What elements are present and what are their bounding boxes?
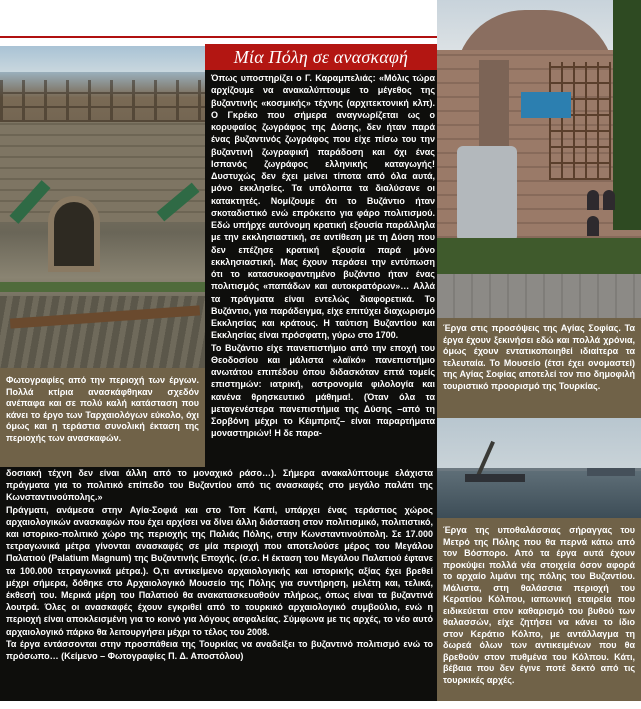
hagia-sophia-facade-photo (437, 0, 641, 318)
caption-excavation-photo: Φωτογραφίες από την περιοχή των έργων. Πολλά κτίρια ανασκάφθηκαν σχεδόν ανέπαφα και σε πολύ καλή κατάσταση που κάνει το έργο των Ταρχαιολόγων εύκολο, όχι όμως και η τεράστια συνολική έκταση της περιοχής των ανασκαφών. (0, 368, 205, 467)
caption-bosphorus-photo: Έργα της υποθαλάσσιας σήραγγας του Μετρό της Πόλης που θα περνά κάτω από τον Βόσπορο. Από τα έργα αυτά έχουν προκύψει πολλά νέα στοιχεία όσον αφορά το αρχαίο λιμάνι της πόλης του Βυζαντίου. Μάλιστα, στη θαλάσσια περιοχή του Κερατίου Κόλπου, ιαπωνική εταιρεία που ειδικεύεται στον καθαρισμό του βυθού των θαλασσών, είχε ζητήσει να κάνει το ίδιο στον Κεράτιο Κόλπο, με αντάλλαγμα τη δωρεά όλων των αντικειμένων που θα βρεθούν στον πυθμένα του Κόλπου. Κάτι, βέβαια που δεν έγινε ποτέ δεκτό από τις τουρκικές αρχές. (437, 518, 641, 701)
body-paragraph-1: Όπως υποστηρίζει ο Γ. Καραμπελιάς: «Μόλις τώρα αρχίζουμε να ανακαλύπτουμε το μέγεθος της βυζαντινής «κοσμικής» τέχνης (αρχιτεκτονική κλπ). Ο Γκρέκο που σήμερα αναγνωρίζεται ως ο κορυφαίος ζωγράφος της Δύσης, δεν ήταν παρά ένας βυζαντινός ζωγράφος που είχε πίσω του την βυζαντινή ζωγραφική παράδοση και όχι ένας Ισπανός ζωγράφος ελληνικής καταγωγής! Δυστυχώς δεν έχει μείνει τίποτα από όλα αυτά, μόνο εκκλησίες. Τα υπόλοιπα τα διαλύσανε οι κατακτητές. Νομίζουμε ότι το Βυζάντιο ήταν σκοταδιστικό ενώ επρόκειτο για φάρο πολιτισμού. Εδώ υπήρχε αυτόνομη κρατική εξουσία παράλληλα με την εκκλησιαστική, σε αντίθεση με τη Δύση που δεν επέζησε κρατική εξουσία παρά μόνο εκκλησιαστική. Μας έχουν περάσει την εντύπωση ότι το κατασυκοφαντημένο βυζάντιο ήταν ένας πολιτισμός «παπάδων και αυτοκρατόρων»… Αλλά τα πράγματα είναι εντελώς διαφορετικά. Το Βυζάντιο, για παράδειγμα, είχε επιτύχει διαχωρισμό Εκκλησίας και κράτους. Η ταύτιση Βυζαντίου και Εκκλησίας είναι πρόσφατη, γύρω στο 1700. (211, 73, 435, 341)
article-lower-text (0, 467, 437, 701)
article-body-column (207, 72, 437, 500)
article-title: Μία Πόλη σε ανασκαφή (205, 44, 437, 70)
bottom-margin (0, 701, 641, 709)
bosphorus-works-photo (437, 418, 641, 518)
body-paragraph-2: Το Βυζάντιο είχε πανεπιστήμιο από την εποχή του Θεοδοσίου και μάλιστα «λαϊκό» πανεπιστήμιο ανωτάτου επιπέδου όπου διδασκόταν επτά τομείς επιστημών: ιατρική, αστρονομία φιλολογία και κανένα θρησκευτικό μάθημα!. (Όταν όλα τα μεταγενέστερα πανεπιστήμια της Δύσης –από τη Σορβόνη μέχρι το Κέιμπριτζ– είναι παραρτήματα μοναστηριών! Η δε παρα- (211, 342, 435, 439)
excavation-site-photo (0, 46, 205, 368)
body-paragraph-5: Τα έργα εντάσσονται στην προσπάθεια της Τουρκίας να αναδείξει το βυζαντινό πολιτισμό ενώ το πρόσωπο… (Κείμενο – Φωτογραφίες Π. Δ. Αποστόλου) (6, 638, 433, 662)
body-paragraph-4: Πράγματι, ανάμεσα στην Αγία-Σοφιά και στο Τοπ Καπί, υπάρχει ένας τεράστιος χώρος αρχαιολογικών ανασκαφών που έχει αρχίσει να δίνει άλλη διάσταση στον πολιτισμικό, πολιτιστικό, και ιστορικο-πολιτικό χώρο της περιοχής της Παλιάς Πόλης, στην Κωνσταντινούπολη. Σε 17.000 τετραγωνικά μέτρα γίνονται ανασκαφές σε μία περιοχή που αποτελούσε μέρος του Μεγάλου Παλατιού (Palatium Magnum) της Βυζαντινής Εποχής. (σ.σ. Η έκταση του Μεγάλου Παλατιού έφτανε τα 100.000 τετραγωνικά μέτρα.). Ο,τι αντικείμενο αρχαιολογικής και ιστορικής αξίας έχει βρεθεί μέχρι σήμερα, δόθηκε στο Αρχαιολογικό Μουσείο της Πόλης για συντήρηση, μελέτη και, τελικά, έκθεσή του. Μερικά μέρη του Παλατιού θα ανακατασκευαθούν πλήρως, όπως είναι τα βυζαντινά λουτρά. Όλες οι ανασκαφές έχουν εγκριθεί από το τουρκικό αρχαιολογικό συμβούλιο, ενώ η περιοχή είναι αποκλεισμένη για το κοινό για λόγους ασφαλείας. Σύμφωνα με τις αρχές, το νέο αυτό αρχαιολογικό πάρκο θα λειτουργήσει μέχρι το τέλος του 2008. (6, 504, 433, 637)
body-paragraph-3: δοσιακή τέχνη δεν είναι άλλη από το μοναχικό ράσο…). Σήμερα ανακαλύπτουμε ελάχιστα πράγματα για το πολιτικό επίπεδο του Βυζαντίου από τις ανασκαφές στο μεγάλο παλάτι της Κωνσταντινούπολης.» (6, 468, 433, 503)
header-rule (0, 36, 437, 38)
caption-hagia-sophia-photo: Έργα στις προσόψεις της Αγίας Σοφίας. Τα έργα έχουν ξεκινήσει εδώ και πολλά χρόνια, όμως έχουν εντατικοποιηθεί ιδιαίτερα τα τελευταία. Το Μουσείο (έτσι έχει ονομαστεί) της Αγίας Σοφίας αποτελεί τον πιο δημοφιλή τουριστικό προορισμό της Τουρκίας. (437, 318, 641, 418)
